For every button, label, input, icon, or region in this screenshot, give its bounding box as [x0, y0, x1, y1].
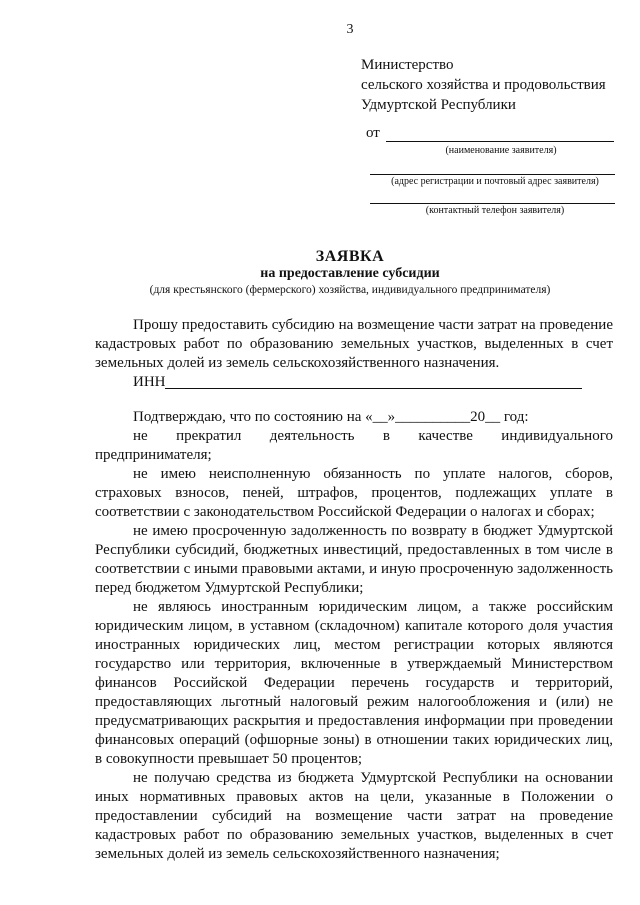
inn-label: ИНН: [133, 374, 166, 390]
addressee-line: сельского хозяйства и продовольствия: [361, 77, 606, 93]
applicant-address-caption: (адрес регистрации и почтовый адрес заявителя): [391, 176, 599, 187]
addressee-line: Удмуртской Республики: [361, 97, 516, 113]
document-subtitle-note: (для крестьянского (фермерского) хозяйства, индивидуального предпринимателя): [149, 284, 551, 296]
applicant-phone-line: [370, 203, 615, 204]
word: индивидуального: [501, 428, 613, 444]
page-number: 3: [346, 22, 354, 37]
word: качестве: [418, 428, 473, 444]
funds-statement: не получаю средства из бюджета Удмуртской Республики на основании иных нормативных правовых актов на цели, указанные в Положении о предоставлении субсидий на возмещение части затрат на проведение кадастровых работ по образованию земельных участков, выделенных в счет земельных долей из земель сельскохозяйственного назначения;: [95, 770, 613, 862]
addressee-block: [361, 55, 606, 115]
addressee-line: Министерство: [361, 57, 454, 73]
applicant-phone-caption: (контактный телефон заявителя): [425, 205, 565, 216]
debt-statement: не имею просроченную задолженность по возврату в бюджет Удмуртской Республики субсидий, бюджетных инвестиций, предоставленных в том числе в соответствии с иными правовыми актами, и иную просроченную задолженность перед бюджетом Удмуртской Республики;: [95, 523, 613, 596]
confirmation-paragraph: Подтверждаю, что по состоянию на «__»__________20__ год:: [133, 409, 529, 425]
word: в: [382, 428, 390, 444]
inn-field: [95, 373, 613, 394]
activity-statement-words: [95, 427, 613, 446]
activity-statement-tail: предпринимателя;: [95, 447, 212, 463]
word: не: [133, 428, 148, 444]
document-title: ЗАЯВКА: [315, 248, 385, 265]
document-subtitle: на предоставление субсидии: [260, 266, 440, 281]
request-paragraph: Прошу предоставить субсидию на возмещение части затрат на проведение кадастровых работ по образованию земельных участков, выделенных в счет земельных долей из земель сельскохозяйственного назначения.: [95, 317, 613, 371]
applicant-name-field: [366, 125, 614, 145]
document-body: [95, 316, 613, 864]
word: деятельность: [269, 428, 355, 444]
applicant-name-line: [386, 141, 614, 142]
taxes-statement: не имею неисполненную обязанность по уплате налогов, сборов, страховых взносов, пеней, штрафов, процентов, подлежащих уплате в соответствии с законодательством Российской Федерации о налогах и сборах;: [95, 466, 613, 520]
applicant-name-caption: (наименование заявителя): [445, 145, 557, 156]
inn-line: [165, 388, 582, 389]
foreign-entity-statement: не являюсь иностранным юридическим лицом, а также российским юридическим лицом, в уставном (складочном) капитале которого доля участия иностранных юридических лиц, местом регистрации которых являются государство или территория, включенные в утверждаемый Министерством финансов Российской Федерации перечень государств и территорий, предоставляющих льготный налоговый режим налогообложения и (или) не предусматривающих раскрытия и предоставления информации при проведении финансовых операций (офшорные зоны) в отношении таких юридических лиц, в совокупности превышает 50 процентов;: [95, 599, 613, 767]
from-label: от: [366, 125, 380, 141]
word: прекратил: [176, 428, 242, 444]
applicant-address-line: [370, 174, 615, 175]
